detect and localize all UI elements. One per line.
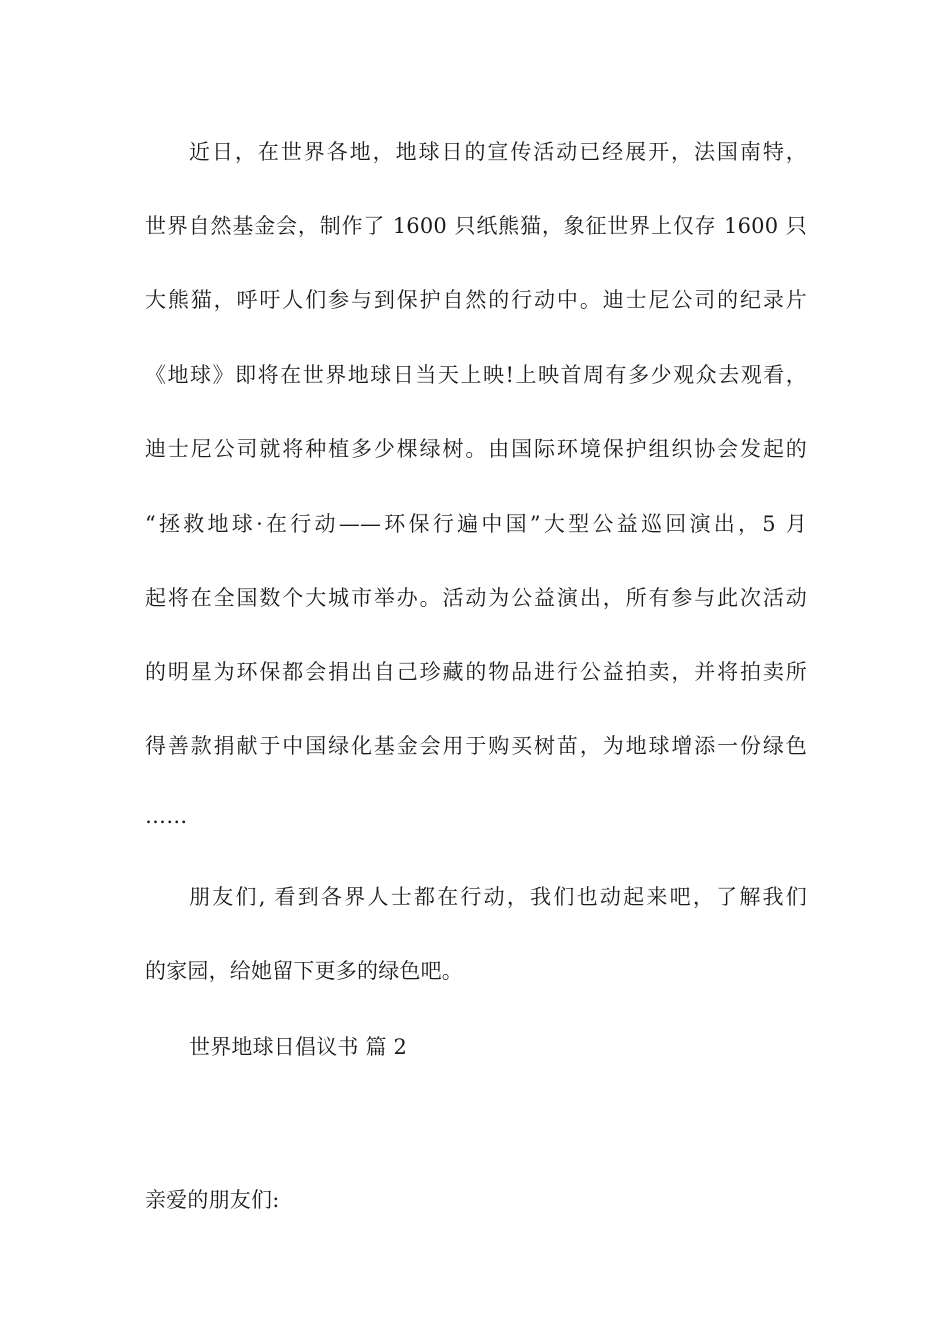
paragraph-1-line-6: “拯救地球·在行动——环保行遍中国”大型公益巡回演出，5 月	[145, 512, 807, 536]
paragraph-1-line-10: ……	[145, 804, 188, 828]
salutation: 亲爱的朋友们:	[145, 1188, 280, 1212]
paragraph-1-line-4: 《地球》即将在世界地球日当天上映!上映首周有多少观众去观看，	[145, 363, 807, 387]
section-title: 世界地球日倡议书 篇 2	[189, 1035, 408, 1059]
paragraph-1-line-3: 大熊猫，呼吁人们参与到保护自然的行动中。迪士尼公司的纪录片	[145, 288, 807, 312]
paragraph-1-line-7: 起将在全国数个大城市举办。活动为公益演出，所有参与此次活动	[145, 586, 807, 610]
paragraph-1-line-2: 世界自然基金会，制作了 1600 只纸熊猫，象征世界上仅存 1600 只	[145, 214, 807, 238]
paragraph-2-line-2: 的家园，给她留下更多的绿色吧。	[145, 959, 463, 983]
paragraph-1-line-8: 的明星为环保都会捐出自己珍藏的物品进行公益拍卖，并将拍卖所	[145, 660, 807, 684]
paragraph-2-line-1: 朋友们, 看到各界人士都在行动，我们也动起来吧，了解我们	[189, 885, 807, 909]
paragraph-1-line-9: 得善款捐献于中国绿化基金会用于购买树苗，为地球增添一份绿色	[145, 734, 807, 758]
paragraph-1-line-1: 近日，在世界各地，地球日的宣传活动已经展开，法国南特，	[189, 140, 807, 164]
paragraph-1-line-5: 迪士尼公司就将种植多少棵绿树。由国际环境保护组织协会发起的	[145, 437, 807, 461]
